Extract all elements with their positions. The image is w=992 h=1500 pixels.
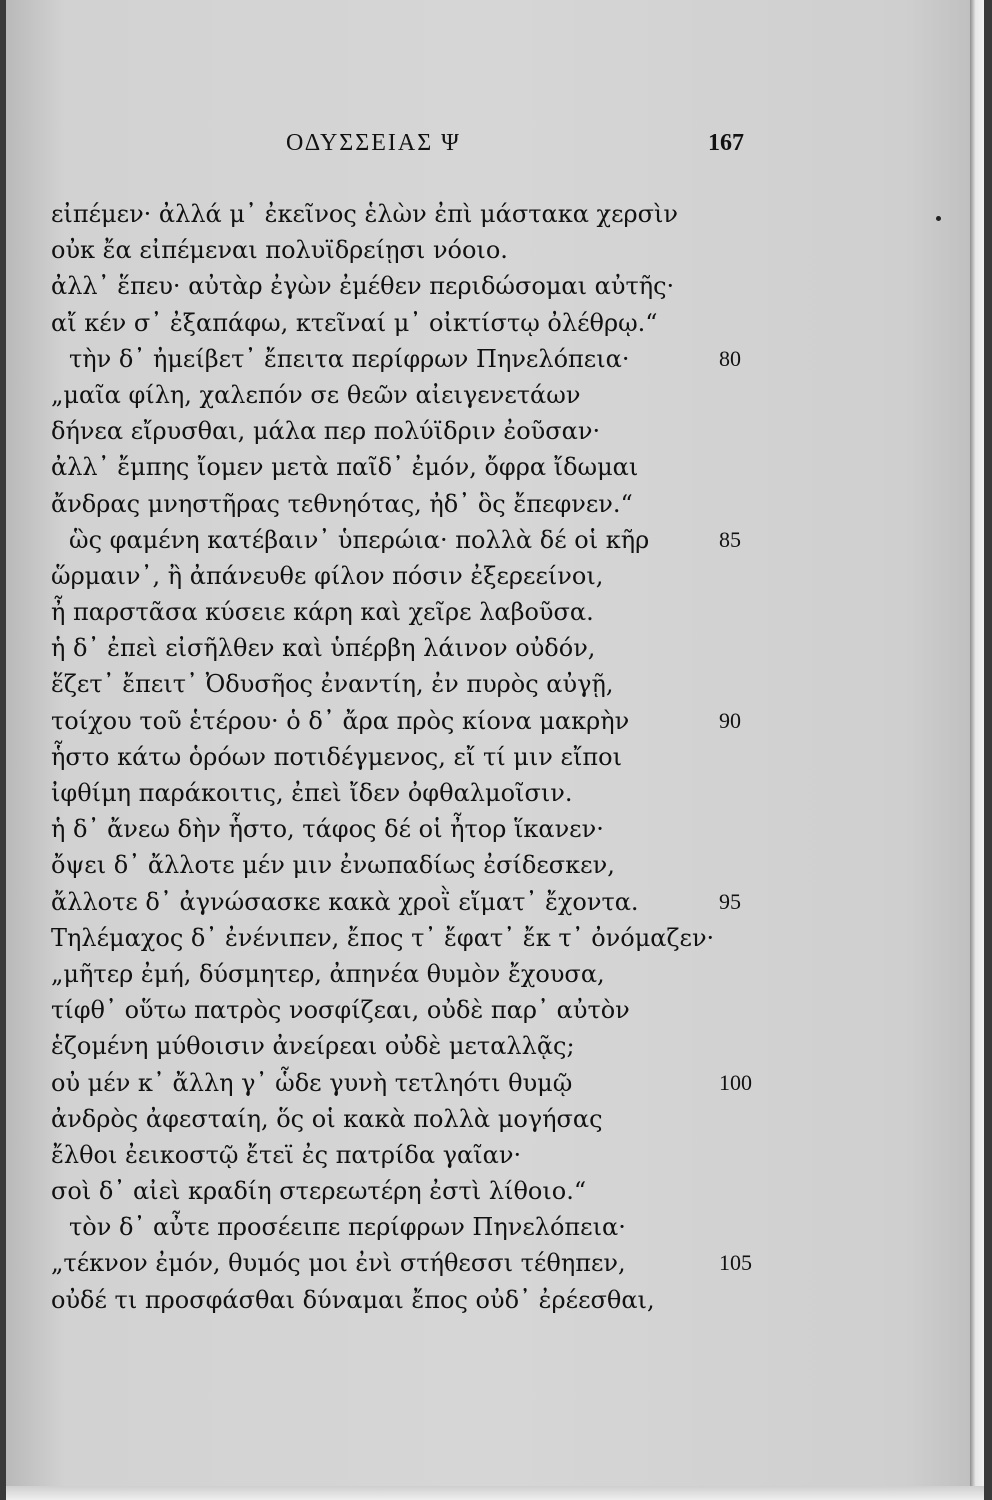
verse-text: αἴ κέν σ᾽ ἐξαπάφω, κτεῖναί μ᾽ οἰκτίστῳ ὀλέθρῳ.“ [51, 308, 658, 337]
line-number: 80 [719, 345, 741, 371]
verse-line [51, 920, 791, 956]
verse-text: ἄλλοτε δ᾽ ἀγνώσασκε κακὰ χροῒ εἵματ᾽ ἔχοντα. [51, 887, 639, 916]
verse-line [51, 341, 791, 377]
verse-line [51, 666, 791, 702]
line-number: 95 [719, 888, 741, 914]
verse-text: ἔλθοι ἐεικοστῷ ἔτεϊ ἐς πατρίδα γαῖαν· [51, 1140, 522, 1169]
running-title: ΟΔΥΣΣΕΙΑΣ Ψ [286, 130, 461, 156]
verse-text: „μαῖα φίλη, χαλεπόν σε θεῶν αἰειγενετάων [51, 380, 581, 409]
page-edge [970, 0, 984, 1500]
verse-line [51, 449, 791, 485]
verse-line [51, 739, 791, 775]
verse-text: τὴν δ᾽ ἠμείβετ᾽ ἔπειτα περίφρων Πηνελόπεια· [69, 344, 630, 373]
verse-line [51, 413, 791, 449]
verse-text: ἰφθίμη παράκοιτις, ἐπεὶ ἴδεν ὀφθαλμοῖσιν. [51, 779, 573, 807]
speck-mark [936, 216, 941, 221]
verse-text: ἀνδρὸς ἀφεσταίη, ὅς οἱ κακὰ πολλὰ μογήσας [51, 1104, 603, 1133]
verse-text: ἡ δ᾽ ἄνεω δὴν ἧστο, τάφος δέ οἱ ἦτορ ἵκανεν· [51, 815, 604, 844]
verse-line [51, 268, 791, 304]
verse-line [51, 847, 791, 883]
verse-text: δήνεα εἴρυσθαι, μάλα περ πολύϊδριν ἐοῦσαν· [51, 417, 601, 446]
verse-line [51, 305, 791, 341]
verse-text: ἡ δ᾽ ἐπεὶ εἰσῆλθεν καὶ ὑπέρβη λάινον οὐδόν, [51, 634, 596, 663]
verse-text: ἕζετ᾽ ἔπειτ᾽ Ὀδυσῆος ἐναντίη, ἐν πυρὸς αὐγῇ, [51, 670, 614, 699]
verse-text: ἦ παρστᾶσα κύσειε κάρη καὶ χεῖρε λαβοῦσα. [51, 598, 594, 627]
line-number: 90 [719, 707, 741, 733]
verse-text: ἀλλ᾽ ἔμπης ἴομεν μετὰ παῖδ᾽ ἐμόν, ὄφρα ἴδωμαι [51, 453, 639, 482]
verse-line [51, 377, 791, 413]
verse-line [51, 1028, 791, 1064]
verse-line [51, 522, 791, 558]
verse-text: ὄψει δ᾽ ἄλλοτε μέν μιν ἐνωπαδίως ἐσίδεσκεν, [51, 851, 615, 880]
verse-text: ὥρμαιν᾽, ἢ ἀπάνευθε φίλον πόσιν ἐξερεείνοι, [51, 561, 604, 590]
verse-text: „μῆτερ ἐμή, δύσμητερ, ἀπηνέα θυμὸν ἔχουσα, [51, 959, 605, 988]
verse-text: „τέκνον ἐμόν, θυμός μοι ἐνὶ στήθεσσι τέθηπεν, [51, 1249, 626, 1278]
verse-text: τὸν δ᾽ αὖτε προσέειπε περίφρων Πηνελόπεια· [69, 1213, 626, 1242]
book-page [6, 0, 984, 1500]
verse-block [51, 196, 791, 1318]
line-number: 85 [719, 526, 741, 552]
line-number: 100 [719, 1069, 752, 1095]
verse-text: ἄνδρας μνηστῆρας τεθνηότας, ἠδ᾽ ὃς ἔπεφνεν.“ [51, 489, 633, 518]
verse-line [51, 703, 791, 739]
verse-text: ἑζομένη μύθοισιν ἀνείρεαι οὐδὲ μεταλλᾷς; [51, 1032, 575, 1061]
verse-line [51, 232, 791, 268]
verse-line [51, 594, 791, 630]
verse-text: τίφθ᾽ οὕτω πατρὸς νοσφίζεαι, οὐδὲ παρ᾽ αὐτὸν [51, 996, 630, 1025]
verse-line [51, 884, 791, 920]
verse-text: σοὶ δ᾽ αἰεὶ κραδίη στερεωτέρη ἐστὶ λίθοιο.“ [51, 1177, 587, 1206]
verse-text: Τηλέμαχος δ᾽ ἐνένιπεν, ἔπος τ᾽ ἔφατ᾽ ἔκ τ᾽ ὀνόμαζεν· [51, 923, 715, 952]
verse-line [51, 992, 791, 1028]
verse-text: ἧστο κάτω ὁρόων ποτιδέγμενος, εἴ τί μιν εἴποι [51, 742, 622, 771]
verse-line [51, 558, 791, 594]
verse-text: οὐκ ἔα εἰπέμεναι πολυϊδρείῃσι νόοιο. [51, 236, 508, 265]
verse-line [51, 775, 791, 811]
verse-line [51, 1282, 791, 1318]
verse-text: τοίχου τοῦ ἑτέρου· ὁ δ᾽ ἄρα πρὸς κίονα μακρὴν [51, 706, 630, 735]
verse-line [51, 486, 791, 522]
page-number: 167 [708, 130, 744, 156]
verse-line [51, 1137, 791, 1173]
verse-text: οὐ μέν κ᾽ ἄλλη γ᾽ ὧδε γυνὴ τετληότι θυμῷ [51, 1068, 573, 1097]
verse-line [51, 956, 791, 992]
verse-line [51, 1173, 791, 1209]
page-header [6, 130, 984, 166]
verse-line [51, 630, 791, 666]
verse-line [51, 811, 791, 847]
verse-text: οὐδέ τι προσφάσθαι δύναμαι ἔπος οὐδ᾽ ἐρέεσθαι, [51, 1285, 655, 1314]
verse-text: ὣς φαμένη κατέβαιν᾽ ὑπερώια· πολλὰ δέ οἱ κῆρ [69, 525, 650, 554]
verse-line [51, 1245, 791, 1281]
verse-text: ἀλλ᾽ ἕπευ· αὐτὰρ ἐγὼν ἐμέθεν περιδώσομαι αὐτῆς· [51, 272, 675, 301]
page-bottom-edge [6, 1486, 984, 1500]
verse-line [51, 1065, 791, 1101]
verse-line [51, 196, 791, 232]
verse-text: εἰπέμεν· ἀλλά μ᾽ ἐκεῖνος ἑλὼν ἐπὶ μάστακα χερσὶν [51, 200, 678, 228]
verse-line [51, 1101, 791, 1137]
line-number: 105 [719, 1250, 752, 1276]
verse-line [51, 1209, 791, 1245]
